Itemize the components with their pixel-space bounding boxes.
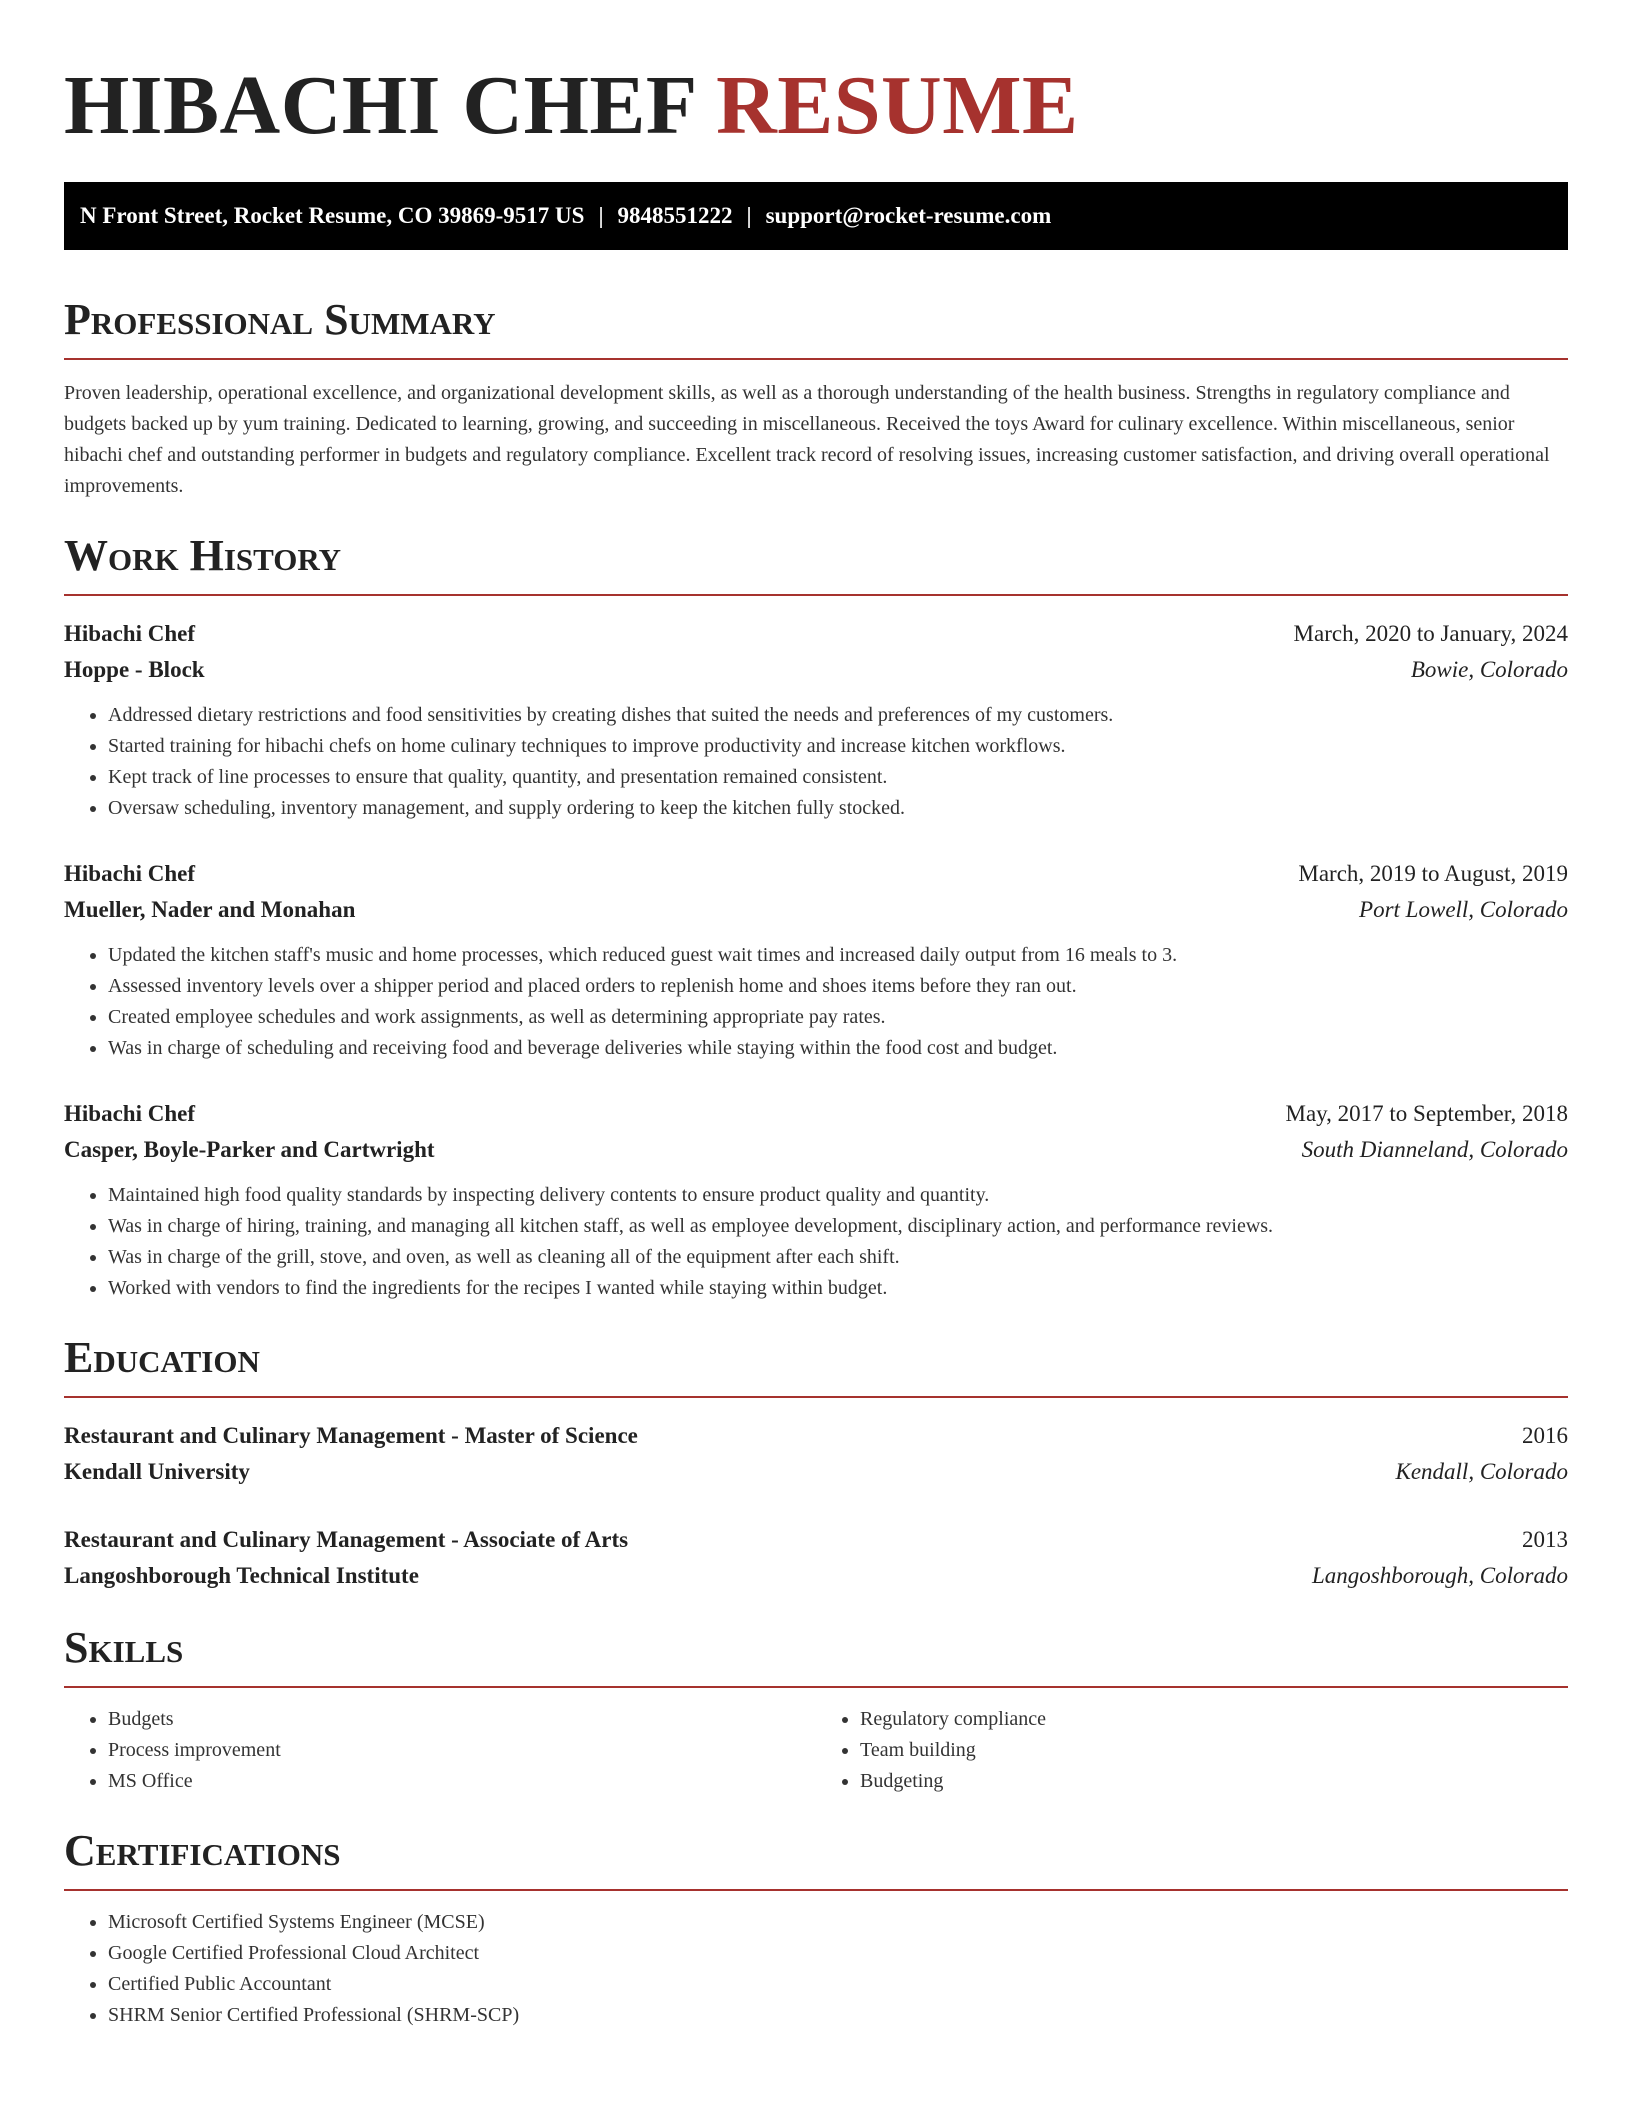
- job-role: Hibachi Chef: [64, 1101, 195, 1126]
- job-bullet: • Created employee schedules and work assignments, as well as determining appropriate pay rates.: [108, 1002, 1568, 1033]
- education-location: Kendall, Colorado: [1395, 1459, 1568, 1484]
- job-entry: [64, 616, 1568, 824]
- job-location: South Dianneland, Colorado: [1301, 1137, 1568, 1162]
- job-bullet: • Kept track of line processes to ensure that quality, quantity, and presentation remained consistent.: [108, 762, 1568, 793]
- summary-text: Proven leadership, operational excellence, and organizational development skills, as well as a thorough understanding of the health business. Strengths in regulatory compliance and budgets backed up by yum training. Dedicated to learning, growing, and succeeding in miscellaneous. Received the toys Award for culinary excellence. Within miscellaneous, senior hibachi chef and outstanding performer in budgets and regulatory compliance. Excellent track record of resolving issues, increasing customer satisfaction, and driving overall operational improvements.: [64, 382, 1550, 497]
- job-bullets: [64, 700, 1568, 824]
- resume-title: [64, 59, 1568, 152]
- job-bullet: • Addressed dietary restrictions and food sensitivities by creating dishes that suited the needs and preferences of my customers.: [108, 700, 1568, 731]
- contact-phone[interactable]: 9848551222: [617, 203, 733, 228]
- skills-list-left: [64, 1704, 816, 1797]
- skills-list-right: [816, 1704, 1568, 1797]
- education-section: [64, 1333, 1568, 1594]
- job-company: Hoppe - Block: [64, 657, 205, 682]
- title-accent: RESUME: [716, 59, 1079, 152]
- skill-item: • Budgeting: [860, 1766, 1568, 1797]
- job-location: Bowie, Colorado: [1410, 657, 1568, 682]
- certification-item: • Certified Public Accountant: [108, 1969, 1568, 2000]
- work-history-section: [64, 531, 1568, 1304]
- skills-section: [64, 1623, 1568, 1797]
- job-bullet: • Assessed inventory levels over a shipper period and placed orders to replenish home and shoes items before they ran out.: [108, 971, 1568, 1002]
- skill-item: • Process improvement: [108, 1735, 816, 1766]
- job-bullet: • Maintained high food quality standards by inspecting delivery contents to ensure product quality and quantity.: [108, 1180, 1568, 1211]
- job-bullet: • Was in charge of the grill, stove, and oven, as well as cleaning all of the equipment after each shift.: [108, 1242, 1568, 1273]
- section-divider: [64, 1889, 1568, 1891]
- education-year: 2016: [1522, 1423, 1568, 1448]
- section-title-certifications: Certifications: [64, 1826, 341, 1875]
- contact-separator: |: [598, 203, 604, 228]
- job-bullet: • Worked with vendors to find the ingredients for the recipes I wanted while staying within budget.: [108, 1273, 1568, 1304]
- certifications-list: [64, 1907, 1568, 2031]
- job-entry: [64, 1096, 1568, 1304]
- section-divider: [64, 594, 1568, 596]
- education-location: Langoshborough, Colorado: [1311, 1563, 1568, 1588]
- education-school: Kendall University: [64, 1459, 250, 1484]
- skill-item: • Team building: [860, 1735, 1568, 1766]
- education-entry: [64, 1522, 1568, 1594]
- job-bullet: • Was in charge of hiring, training, and managing all kitchen staff, as well as employee development, disciplinary action, and performance reviews.: [108, 1211, 1568, 1242]
- skill-item: • MS Office: [108, 1766, 816, 1797]
- education-year: 2013: [1522, 1527, 1568, 1552]
- section-title-summary: Professional Summary: [64, 295, 496, 344]
- job-bullet: • Started training for hibachi chefs on home culinary techniques to improve productivity and increase kitchen workflows.: [108, 731, 1568, 762]
- education-degree: Restaurant and Culinary Management - Associate of Arts: [64, 1527, 629, 1552]
- education-degree: Restaurant and Culinary Management - Master of Science: [64, 1423, 638, 1448]
- section-title-skills: Skills: [64, 1623, 184, 1672]
- contact-email[interactable]: support@rocket-resume.com: [765, 203, 1052, 228]
- job-dates: March, 2019 to August, 2019: [1298, 861, 1568, 886]
- job-bullet: • Updated the kitchen staff's music and home processes, which reduced guest wait times and increased daily output from 16 meals to 3.: [108, 940, 1568, 971]
- certifications-section: [64, 1826, 1568, 2031]
- contact-address: N Front Street, Rocket Resume, CO 39869-9517 US: [80, 203, 585, 228]
- section-divider: [64, 358, 1568, 360]
- skill-item: • Regulatory compliance: [860, 1704, 1568, 1735]
- section-title-work-history: Work History: [64, 531, 342, 580]
- skills-grid: [64, 1688, 1568, 1797]
- job-dates: March, 2020 to January, 2024: [1293, 621, 1568, 646]
- section-title-education: Education: [64, 1333, 260, 1382]
- job-bullets: [64, 1180, 1568, 1304]
- title-main: HIBACHI CHEF: [64, 59, 695, 152]
- contact-bar: [64, 182, 1568, 250]
- job-company: Mueller, Nader and Monahan: [64, 897, 356, 922]
- job-role: Hibachi Chef: [64, 861, 195, 886]
- certification-item: • Google Certified Professional Cloud Architect: [108, 1938, 1568, 1969]
- summary-section: [64, 295, 1568, 502]
- job-entry: [64, 856, 1568, 1064]
- job-bullets: [64, 940, 1568, 1064]
- section-divider: [64, 1396, 1568, 1398]
- job-dates: May, 2017 to September, 2018: [1285, 1101, 1568, 1126]
- job-bullet: • Was in charge of scheduling and receiving food and beverage deliveries while staying within the food cost and budget.: [108, 1033, 1568, 1064]
- skill-item: • Budgets: [108, 1704, 816, 1735]
- job-role: Hibachi Chef: [64, 621, 195, 646]
- job-location: Port Lowell, Colorado: [1359, 897, 1568, 922]
- job-bullet: • Oversaw scheduling, inventory management, and supply ordering to keep the kitchen fully stocked.: [108, 793, 1568, 824]
- education-school: Langoshborough Technical Institute: [64, 1563, 419, 1588]
- certification-item: • SHRM Senior Certified Professional (SHRM-SCP): [108, 2000, 1568, 2031]
- education-entry: [64, 1418, 1568, 1490]
- certification-item: • Microsoft Certified Systems Engineer (MCSE): [108, 1907, 1568, 1938]
- job-company: Casper, Boyle-Parker and Cartwright: [64, 1137, 435, 1162]
- contact-separator: |: [746, 203, 752, 228]
